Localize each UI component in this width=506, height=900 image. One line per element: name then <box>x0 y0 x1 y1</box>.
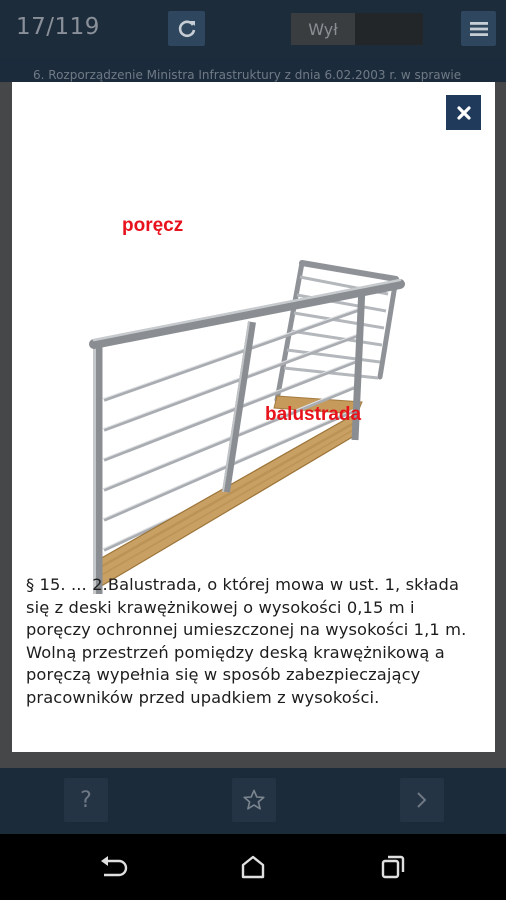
recents-icon <box>380 854 406 880</box>
help-button[interactable] <box>64 778 108 822</box>
home-button[interactable] <box>238 852 268 882</box>
refresh-icon <box>177 19 197 39</box>
menu-button[interactable] <box>461 11 496 46</box>
railing-illustration <box>12 162 495 622</box>
favorite-button[interactable] <box>232 778 276 822</box>
home-icon <box>240 854 266 880</box>
next-button[interactable] <box>400 778 444 822</box>
system-navigation-bar <box>0 834 506 900</box>
bottom-bar <box>0 768 506 834</box>
railing-label: poręcz <box>122 215 184 236</box>
question-counter: 17/119 <box>16 14 100 40</box>
regulation-title: 6. Rozporządzenie Ministra Infrastruktury z dnia 6.02.2003 r. w sprawie <box>0 58 506 82</box>
top-bar <box>0 0 506 58</box>
chevron-right-icon <box>415 790 429 810</box>
back-icon <box>98 855 128 879</box>
close-button[interactable] <box>446 95 481 130</box>
recents-button[interactable] <box>378 852 408 882</box>
toggle-off-label: Wył <box>291 13 355 45</box>
star-icon <box>242 788 266 812</box>
balustrade-label: balustrada <box>265 404 362 425</box>
close-icon <box>457 106 471 120</box>
regulation-paragraph: § 15. ... 2.Balustrada, o której mowa w ust. 1, składa się z deski krawężnikowej o wysokości 0,15 m i poręczy ochronnej umieszczonej na wysokości 1,1 m. Wolną przestrzeń pomiędzy deską krawężnikową a poręczą wypełnia się w sposób zabezpieczający pracowników przed upadkiem z wysokości. <box>26 575 467 707</box>
image-dialog <box>12 82 495 752</box>
back-button[interactable] <box>98 852 128 882</box>
help-label: ? <box>80 787 92 813</box>
answers-toggle[interactable] <box>291 13 423 45</box>
menu-icon <box>469 20 489 38</box>
refresh-button[interactable] <box>168 11 205 46</box>
